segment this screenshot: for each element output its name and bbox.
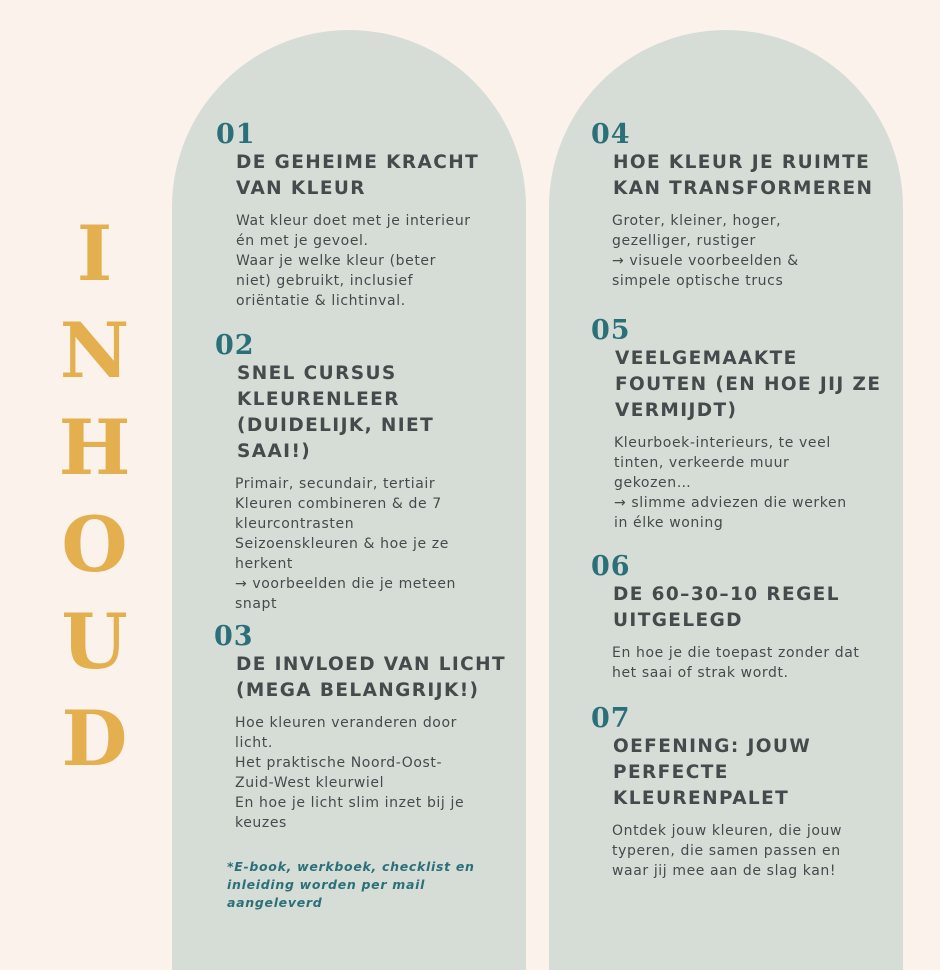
section-heading: SNEL CURSUS KLEURENLEER (DUIDELIJK, NIET SAAI!) (237, 363, 435, 462)
title-letter: D (61, 694, 128, 783)
section-body: En hoe je die toepast zonder dat het saai of strak wordt. (612, 645, 860, 681)
section-02 (215, 331, 510, 614)
title-letter: I (76, 209, 113, 298)
section-heading: DE INVLOED VAN LICHT (MEGA BELANGRIJK!) (236, 654, 507, 701)
section-number: 06 (591, 551, 631, 582)
section-04 (591, 120, 891, 291)
section-03 (214, 622, 509, 833)
section-body: Kleurboek-interieurs, te veel tinten, verkeerde muur gekozen… → slimme adviezen die werken in élke woning (614, 435, 847, 531)
section-06 (591, 552, 891, 683)
section-05 (591, 316, 891, 533)
section-number: 01 (216, 119, 256, 150)
section-number: 03 (214, 621, 254, 652)
title-letter: H (58, 403, 131, 492)
section-heading: OEFENING: JOUW PERFECTE KLEURENPALET (613, 736, 812, 809)
section-heading: DE GEHEIME KRACHT VAN KLEUR (236, 152, 480, 199)
section-body: Hoe kleuren veranderen door licht. Het praktische Noord-Oost- Zuid-West kleurwiel En hoe je licht slim inzet bij je keuzes (235, 715, 465, 831)
section-number: 02 (215, 330, 255, 361)
title-letter: U (61, 597, 128, 686)
section-number: 07 (591, 703, 631, 734)
section-heading: DE 60–30–10 REGEL UITGELEGD (613, 584, 840, 631)
section-07 (591, 704, 891, 881)
title-letter: O (61, 500, 128, 589)
vertical-title (52, 205, 137, 787)
section-number: 05 (591, 315, 631, 346)
section-body: Wat kleur doet met je interieur én met je gevoel. Waar je welke kleur (beter niet) gebruikt, inclusief oriëntatie & lichtinval. (236, 213, 471, 309)
title-letter: N (59, 306, 130, 395)
section-body: Groter, kleiner, hoger, gezelliger, rustiger → visuele voorbeelden & simpele optische trucs (612, 213, 799, 289)
footnote: *E-book, werkboek, checklist en inleiding worden per mail aangeleverd (227, 859, 475, 910)
section-heading: VEELGEMAAKTE FOUTEN (EN HOE JIJ ZE VERMIJDT) (615, 348, 882, 421)
section-heading: HOE KLEUR JE RUIMTE KAN TRANSFORMEREN (613, 152, 874, 199)
section-body: Primair, secundair, tertiair Kleuren combineren & de 7 kleurcontrasten Seizoenskleuren & hoe je ze herkent → voorbeelden die je meteen snapt (235, 476, 457, 612)
section-01 (216, 120, 506, 311)
section-number: 04 (591, 119, 631, 150)
section-body: Ontdek jouw kleuren, die jouw typeren, die samen passen en waar jij mee aan de slag kan! (612, 823, 843, 879)
